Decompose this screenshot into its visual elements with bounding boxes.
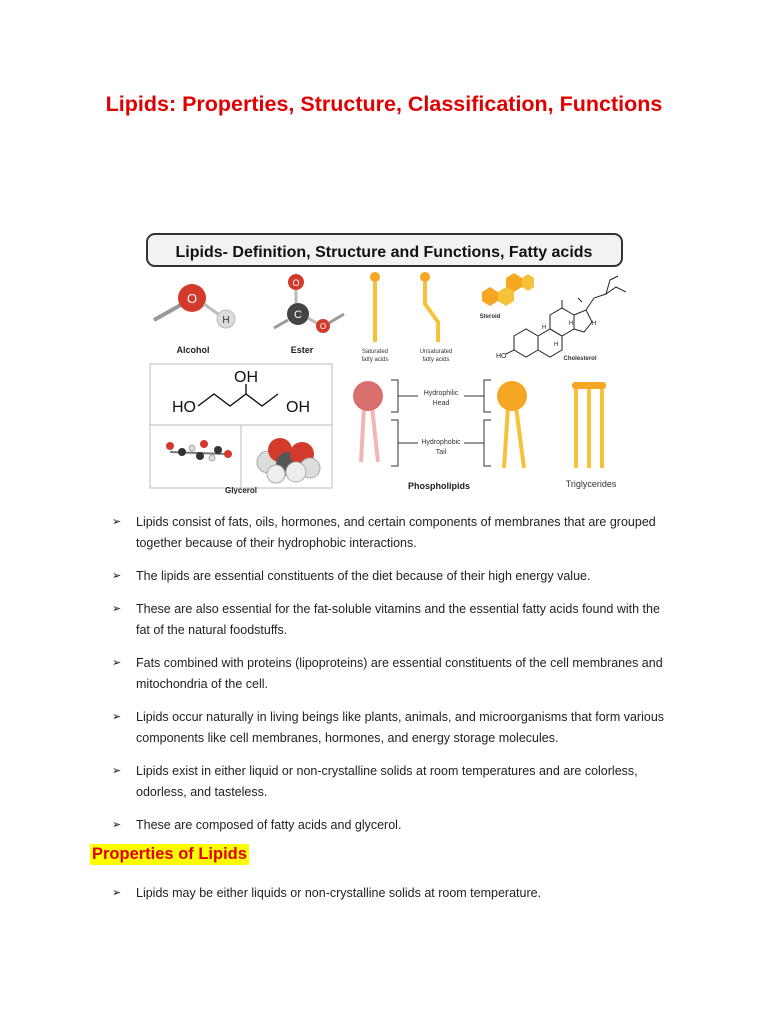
bullet-item: ➢ Fats combined with proteins (lipoproteins) are essential constituents of the cell membranes and mitochondria of the cell. (112, 653, 672, 695)
svg-text:Head: Head (432, 400, 450, 407)
svg-text:O: O (292, 278, 300, 288)
svg-text:Hydrophilic: Hydrophilic (423, 390, 459, 397)
svg-text:HO: HO (496, 353, 507, 360)
bullet-item: ➢ The lipids are essential constituents of the diet because of their high energy value. (112, 566, 672, 587)
bullet-item: ➢ Lipids consist of fats, oils, hormones, and certain components of membranes that are grouped together because of their hydrophobic interactions. (112, 512, 672, 554)
alcohol-label: Alcohol (176, 345, 210, 355)
bullet-item: ➢ These are also essential for the fat-soluble vitamins and the essential fatty acids found with the fat of the natural foodstuffs. (112, 599, 672, 641)
arrow-bullet-icon: ➢ (112, 887, 122, 899)
svg-text:Tail: Tail (435, 449, 447, 456)
saturated-fatty-acid (361, 272, 388, 363)
alcohol-molecule (154, 284, 235, 355)
arrow-bullet-icon: ➢ (112, 765, 122, 777)
svg-text:H: H (592, 321, 597, 327)
steroid-structure (480, 273, 534, 320)
ester-molecule (274, 274, 344, 355)
svg-text:Saturated: Saturated (361, 349, 389, 355)
arrow-bullet-icon: ➢ (112, 711, 122, 723)
svg-text:H: H (569, 321, 574, 327)
svg-text:Hydrophobic: Hydrophobic (421, 439, 461, 446)
svg-text:OH: OH (286, 399, 310, 416)
triglycerides-label: Triglycerides (565, 479, 617, 489)
svg-text:OH: OH (234, 369, 258, 386)
svg-text:HO: HO (172, 399, 196, 416)
arrow-bullet-icon: ➢ (112, 657, 122, 669)
bullet-item: ➢ Lipids may be either liquids or non-crystalline solids at room temperature. (112, 883, 672, 904)
section-heading-properties: Properties of Lipids (92, 845, 247, 863)
svg-text:H: H (542, 325, 547, 331)
arrow-bullet-icon: ➢ (112, 603, 122, 615)
page-title: Lipids: Properties, Structure, Classification, Functions (105, 92, 663, 116)
arrow-bullet-icon: ➢ (112, 516, 122, 528)
svg-text:H: H (222, 315, 230, 326)
bullet-item: ➢ These are composed of fatty acids and glycerol. (112, 815, 672, 836)
svg-text:fatty acids: fatty acids (361, 357, 389, 363)
svg-text:Unsaturated: Unsaturated (419, 349, 453, 355)
ester-label: Ester (290, 345, 314, 355)
triglyceride-diagram (566, 382, 617, 489)
arrow-bullet-icon: ➢ (112, 819, 122, 831)
properties-bullet-list (112, 883, 672, 916)
svg-text:H: H (554, 342, 559, 348)
cholesterol-label: Cholesterol (563, 356, 597, 362)
bullet-item: ➢ Lipids occur naturally in living beings like plants, animals, and microorganisms that form various components like cell membranes, hormones, and energy storage molecules. (112, 707, 672, 749)
lipids-figure (146, 232, 626, 494)
glycerol-box (150, 364, 332, 494)
svg-text:O: O (186, 291, 198, 306)
glycerol-label: Glycerol (224, 486, 258, 494)
figure-banner-text: Lipids- Definition, Structure and Functions, Fatty acids (175, 244, 593, 261)
phospholipids-label: Phospholipids (408, 481, 470, 491)
phospholipid-diagram (353, 380, 527, 491)
unsaturated-fatty-acid (420, 272, 453, 363)
intro-bullet-list (112, 512, 672, 848)
svg-text:C: C (294, 309, 302, 321)
bullet-item: ➢ Lipids exist in either liquid or non-crystalline solids at room temperatures and are colorless, odorless, and tasteless. (112, 761, 672, 803)
steroid-label: Steroid (479, 314, 501, 320)
svg-text:fatty acids: fatty acids (422, 357, 450, 363)
svg-text:O: O (319, 322, 327, 331)
arrow-bullet-icon: ➢ (112, 570, 122, 582)
